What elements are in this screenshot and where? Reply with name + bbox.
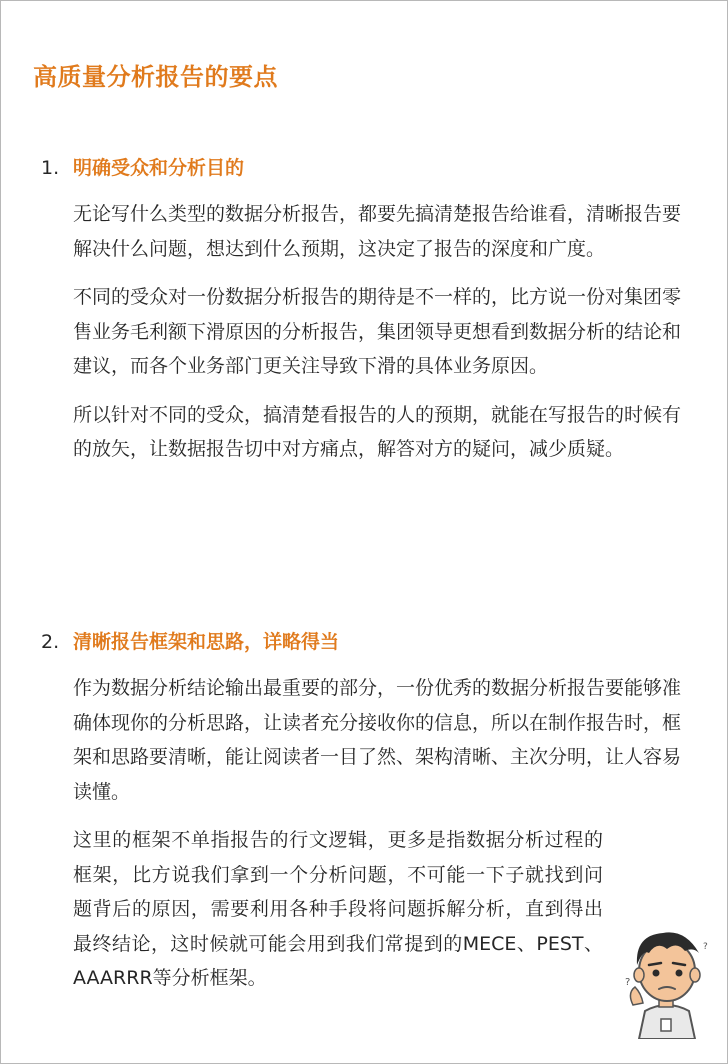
section-heading [41, 153, 681, 183]
section-title: 明确受众和分析目的 [73, 157, 245, 179]
paragraph: 所以针对不同的受众，搞清楚看报告的人的预期，就能在写报告的时候有的放矢，让数据报告切中对方痛点，解答对方的疑问，减少质疑。 [73, 403, 682, 460]
section-title: 清晰报告框架和思路，详略得当 [73, 631, 340, 653]
section-1 [41, 153, 681, 467]
paragraph: 不同的受众对一份数据分析报告的期待是不一样的，比方说一份对集团零售业务毛利额下滑原因的分析报告，集团领导更想看到数据分析的结论和建议，而各个业务部门更关注导致下滑的具体业务原因。 [73, 286, 682, 377]
paragraph: 无论写什么类型的数据分析报告，都要先搞清楚报告给谁看，清晰报告要解决什么问题，想达到什么预期，这决定了报告的深度和广度。 [73, 203, 682, 260]
section-number: 1. [41, 157, 60, 179]
section-2 [41, 627, 681, 996]
paragraph: 作为数据分析结论输出最重要的部分，一份优秀的数据分析报告要能够准确体现你的分析思路，让读者充分接收你的信息，所以在制作报告时，框架和思路要清晰，能让阅读者一目了然、架构清晰、主次分明，让人容易读懂。 [73, 677, 682, 803]
svg-text:?: ? [703, 942, 708, 952]
paragraph: 这里的框架不单指报告的行文逻辑，更多是指数据分析过程的框架，比方说我们拿到一个分析问题，不可能一下子就找到问题背后的原因，需要利用各种手段将问题拆解分析，直到得出最终结论，这时候就可能会用到我们常提到的MECE、PEST、AAARRR等分析框架。 [73, 829, 603, 989]
thinking-boy-icon [619, 919, 715, 1039]
section-number: 2. [41, 631, 60, 653]
svg-text:?: ? [625, 977, 631, 988]
section-heading [41, 627, 681, 657]
page-title: 高质量分析报告的要点 [33, 63, 278, 91]
